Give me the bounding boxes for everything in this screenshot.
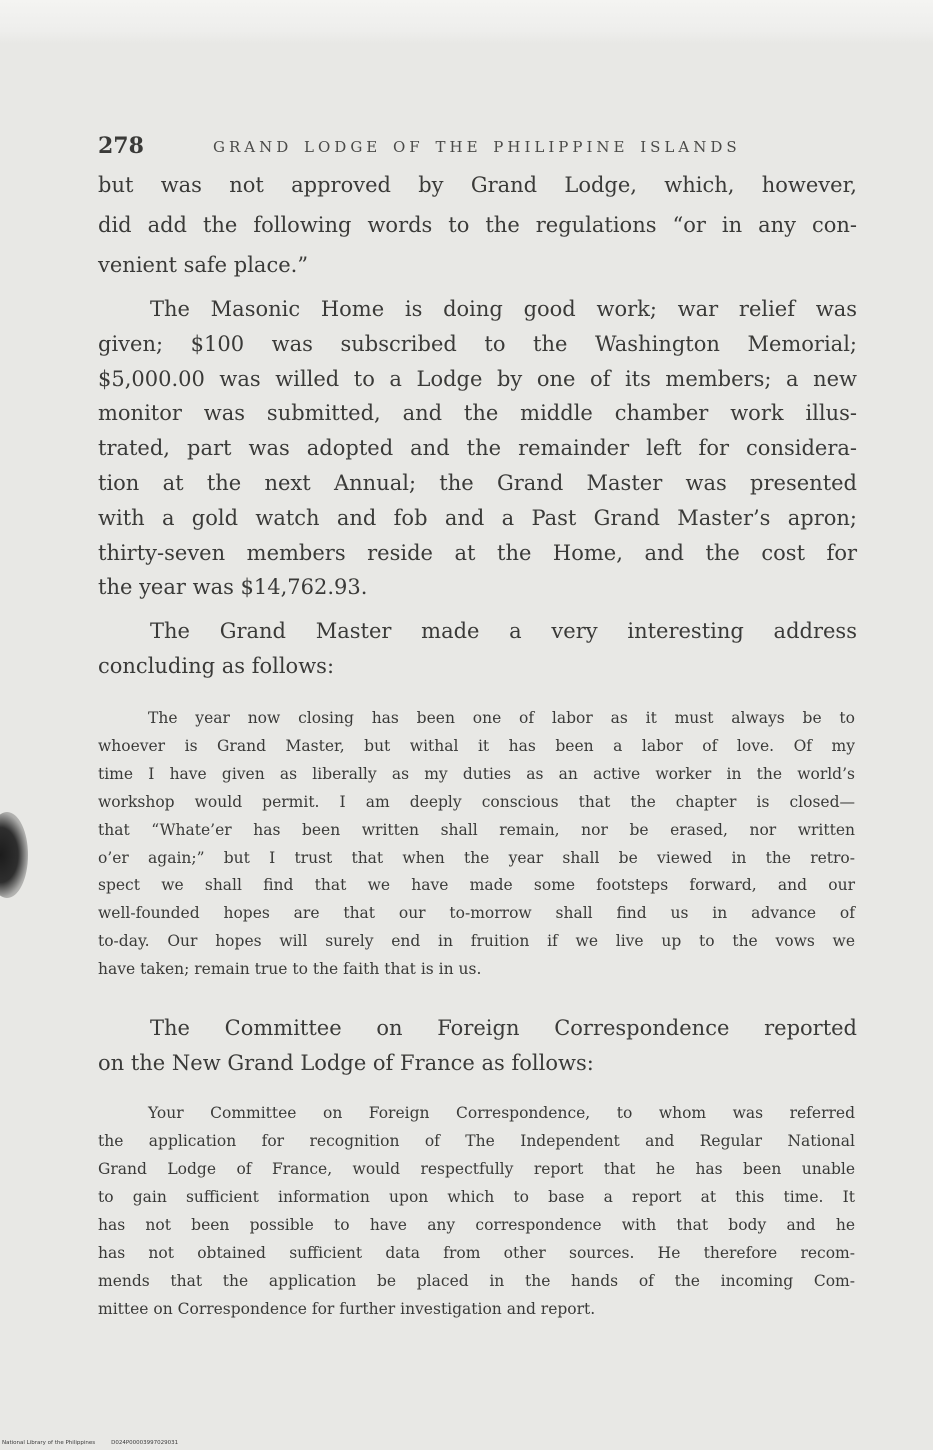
text-line: time I have given as liberally as my duties as an active worker in the world’s: [98, 764, 855, 783]
text-line: with a gold watch and fob and a Past Grand Master’s apron;: [98, 505, 857, 530]
text-line: $5,000.00 was willed to a Lodge by one of its members; a new: [98, 366, 857, 391]
scan-edge-shadow: [0, 812, 28, 898]
text-line: mends that the application be placed in the hands of the incoming Com-: [98, 1272, 855, 1290]
text-line: well-founded hopes are that our to-morrow shall find us in advance of: [98, 904, 855, 923]
text-line: to-day. Our hopes will surely end in fruition if we live up to the vows we: [98, 932, 855, 951]
text-line: that “Whate’er has been written shall remain, nor be erased, nor written: [98, 820, 855, 839]
text-line: spect we shall find that we have made some footsteps forward, and our: [98, 876, 855, 895]
paragraph-masonic-home: [98, 292, 857, 605]
text-line: thirty-seven members reside at the Home, and the cost for: [98, 540, 857, 565]
text-line: tion at the next Annual; the Grand Master was presented: [98, 470, 857, 495]
text-line: to gain sufficient information upon which to base a report at this time. It: [98, 1188, 855, 1206]
text-line: Grand Lodge of France, would respectfully report that he has been unable: [98, 1160, 855, 1178]
text-line: have taken; remain true to the faith that is in us.: [98, 960, 482, 979]
paragraph-grand-master-intro: [98, 614, 857, 684]
text-line: The Grand Master made a very interesting address: [150, 619, 857, 643]
scan-footer: [2, 1439, 178, 1447]
text-line: whoever is Grand Master, but withal it has been a labor of love. Of my: [98, 736, 855, 755]
text-line: The year now closing has been one of labor as it must always be to: [148, 709, 855, 727]
footer-library: National Library of the Philippines: [2, 1440, 96, 1446]
text-line: o’er again;” but I trust that when the year shall be viewed in the retro-: [98, 848, 855, 867]
running-title: GRAND LODGE OF THE PHILIPPINE ISLANDS: [213, 138, 741, 156]
quote-committee-report: [98, 1099, 855, 1323]
paragraph-committee-intro: [98, 1011, 857, 1081]
text-line: but was not approved by Grand Lodge, which, however,: [98, 173, 857, 197]
text-line: given; $100 was subscribed to the Washington Memorial;: [98, 331, 857, 356]
text-line: workshop would permit. I am deeply conscious that the chapter is closed—: [98, 792, 855, 811]
text-line: trated, part was adopted and the remainder left for considera-: [98, 436, 857, 461]
text-line: on the New Grand Lodge of France as follows:: [98, 1051, 594, 1075]
text-line: venient safe place.”: [98, 253, 309, 277]
footer-identifier: D024P00003997029031: [111, 1440, 179, 1446]
text-line: has not been possible to have any correspondence with that body and he: [98, 1216, 855, 1234]
page-number: 278: [98, 133, 144, 159]
text-line: has not obtained sufficient data from other sources. He therefore recom-: [98, 1244, 855, 1262]
paragraph-continuation: [98, 165, 857, 285]
text-line: mittee on Correspondence for further investigation and report.: [98, 1300, 596, 1318]
text-line: the application for recognition of The Independent and Regular National: [98, 1132, 855, 1150]
text-line: monitor was submitted, and the middle chamber work illus-: [98, 401, 857, 426]
text-line: The Masonic Home is doing good work; war relief was: [150, 297, 857, 321]
quote-grand-master-address: [98, 705, 855, 984]
text-line: The Committee on Foreign Correspondence reported: [150, 1016, 857, 1040]
text-line: the year was $14,762.93.: [98, 575, 368, 600]
text-line: Your Committee on Foreign Correspondence, to whom was referred: [148, 1104, 855, 1122]
text-line: concluding as follows:: [98, 654, 335, 678]
scan-top-edge: [0, 0, 933, 44]
text-line: did add the following words to the regulations “or in any con-: [98, 213, 857, 237]
